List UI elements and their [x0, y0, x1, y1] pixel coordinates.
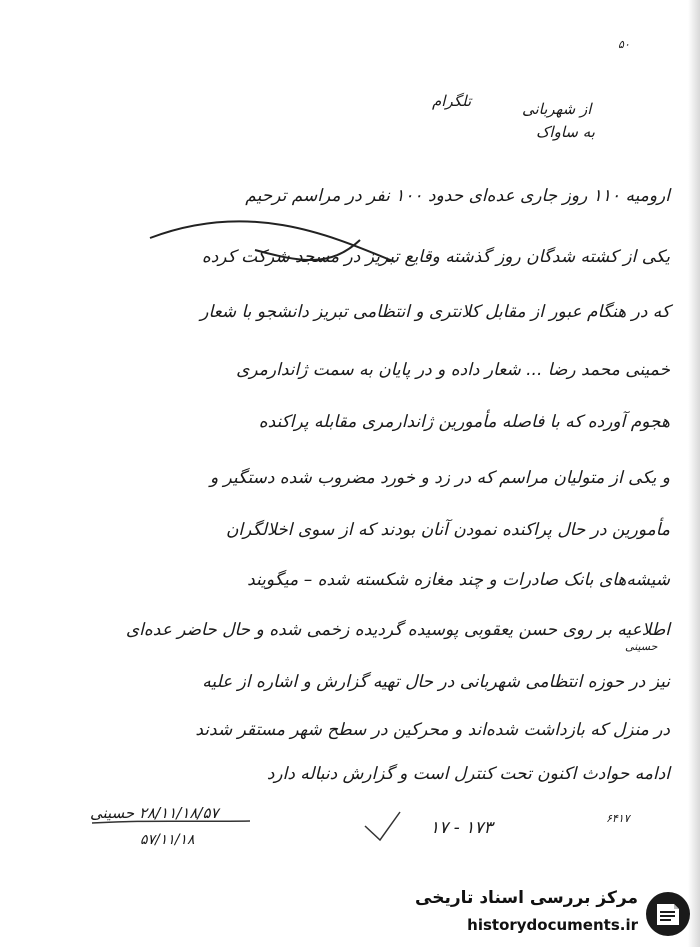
- body-line-9: اطلاعیه بر روی حسن یعقوبی پوسیده گردیده زخمی شده و حال حاضر عده‌ای: [125, 620, 670, 640]
- footer-left-note: ۶۴۱۷: [606, 812, 630, 825]
- header-to-line2: به ساواک: [536, 123, 595, 141]
- body-line-1: ارومیه ۱۱۰ روز جاری عده‌ای حدود ۱۰۰ نفر در مراسم ترحیم: [245, 186, 670, 206]
- body-line-4: خمینی محمد رضا ... شعار داده و در پایان به سمت ژاندارمری: [236, 360, 670, 380]
- body-line-6: و یکی از متولیان مراسم که در زد و خورد مضروب شده دستگیر و: [209, 468, 670, 488]
- archive-emblem-icon: [644, 890, 692, 938]
- header-to: از شهربانی: [522, 100, 592, 118]
- body-line-3: که در هنگام عبور از مقابل کلانتری و انتظامی تبریز دانشجو با شعار: [200, 302, 670, 322]
- body-line-11: در منزل که بازداشت شده‌اند و محرکین در سطح شهر مستقر شدند: [195, 720, 670, 740]
- footer-date-line: ۲۸/۱۱/۱۸/۵۷ حسینی: [90, 804, 219, 822]
- body-line-10: نیز در حوزه انتظامی شهربانی در حال تهیه گزارش و اشاره از علیه: [202, 672, 670, 692]
- body-line-2: یکی از کشته شدگان روز گذشته وقایع تبریز در مسجد شرکت کرده: [201, 247, 670, 267]
- signature-underline: [92, 821, 250, 823]
- body-line-5: هجوم آورده که با فاصله مأمورین ژاندارمری مقابله پراکنده: [258, 412, 670, 432]
- footer-ref-number: ۱۷۳ - ۱۷: [430, 818, 493, 838]
- watermark-title: مرکز بررسی اسناد تاریخی: [415, 888, 638, 908]
- body-line-8: شیشه‌های بانک صادرات و چند مغازه شکسته شده – میگویند: [247, 570, 670, 590]
- body-line-12: ادامه حوادث اکنون تحت کنترل است و گزارش دنباله دارد: [266, 764, 670, 784]
- footer-date-line2: ۵۷/۱۱/۱۸: [140, 832, 195, 848]
- cross-stroke-2: [255, 240, 360, 260]
- corner-mark: ۵۰: [618, 38, 630, 51]
- watermark-url: historydocuments.ir: [467, 916, 638, 934]
- header-subject: تلگرام: [432, 92, 472, 110]
- body-line-7: مأمورین در حال پراکنده نمودن آنان بودند که از سوی اخلالگران: [225, 520, 670, 540]
- watermark-logo: [406, 888, 696, 944]
- margin-note: حسینی: [625, 640, 658, 653]
- check-mark: [365, 812, 400, 840]
